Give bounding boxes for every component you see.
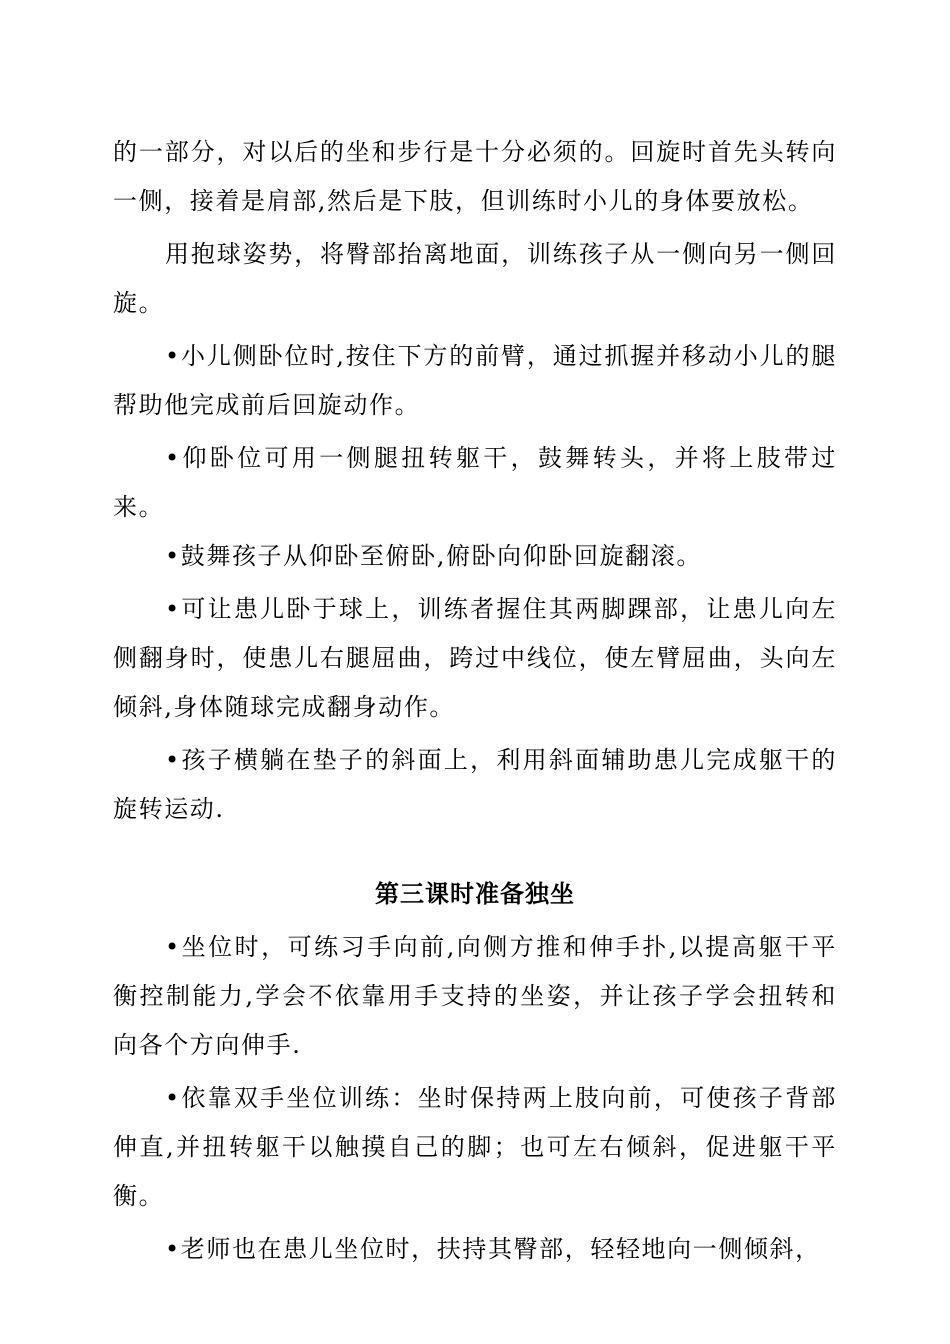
paragraph-continuation: 的一部分，对以后的坐和步行是十分必须的。回旋时首先头转向一侧，接着是肩部,然后是下肢，但训练时小儿的身体要放松。 [113,138,837,215]
bullet-paragraph: •孩子横躺在垫子的斜面上，利用斜面辅助患儿完成躯干的旋转运动. [113,746,837,823]
document-body [113,128,837,1274]
bullet-paragraph: •老师也在患儿坐位时，扶持其臀部，轻轻地向一侧倾斜， [165,1235,821,1263]
section-heading: 第三课时准备独坐 [375,880,575,908]
bullet-paragraph: •可让患儿卧于球上，训练者握住其两脚踝部，让患儿向左侧翻身时，使患儿右腿屈曲，跨过中线位，使左臂屈曲，头向左倾斜,身体随球完成翻身动作。 [113,595,837,721]
paragraph: 用抱球姿势，将臀部抬离地面，训练孩子从一侧向另一侧回旋。 [113,240,837,317]
bullet-paragraph: •坐位时，可练习手向前,向侧方推和伸手扑,以提高躯干平衡控制能力,学会不依靠用手支持的坐姿，并让孩子学会扭转和向各个方向伸手. [113,933,837,1059]
bullet-paragraph: •鼓舞孩子从仰卧至俯卧,俯卧向仰卧回旋翻滚。 [165,542,702,570]
bullet-paragraph: •小儿侧卧位时,按住下方的前臂，通过抓握并移动小儿的腿帮助他完成前后回旋动作。 [113,342,837,419]
bullet-paragraph: •依靠双手坐位训练：坐时保持两上肢向前，可使孩子背部伸直,并扭转躯干以触摸自己的脚；也可左右倾斜，促进躯干平衡。 [113,1084,837,1210]
bullet-paragraph: •仰卧位可用一侧腿扭转躯干，鼓舞转头，并将上肢带过来。 [113,444,837,521]
